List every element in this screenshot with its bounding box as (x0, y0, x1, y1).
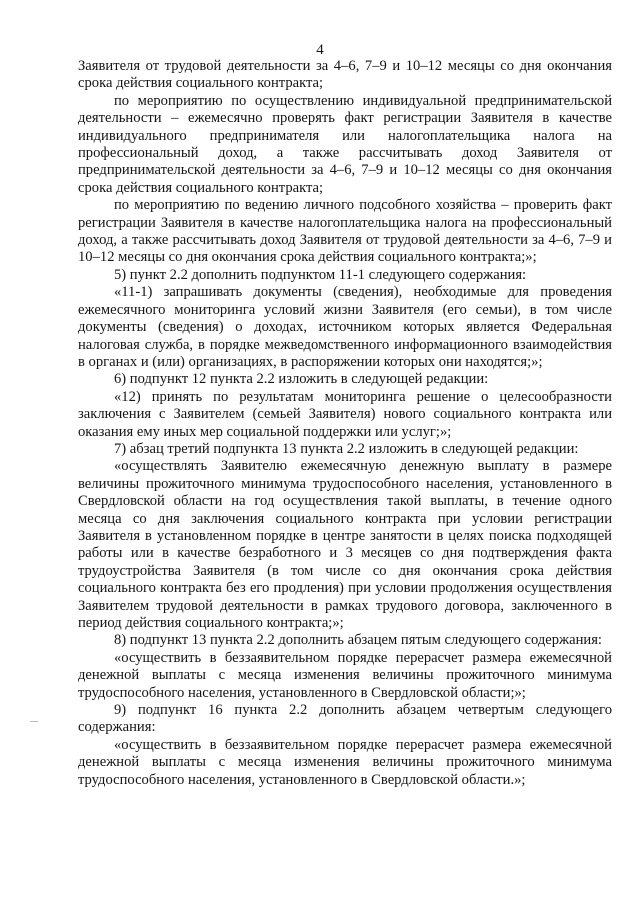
paragraph: Заявителя от трудовой деятельности за 4–6, 7–9 и 10–12 месяцы со дня окончания срока действия социального контракта; (78, 58, 612, 92)
paragraph: «11-1) запрашивать документы (сведения), необходимые для проведения ежемесячного мониторинга условий жизни Заявителя (его семьи), в том числе документы (сведения) о доходах, источником которых является Федеральная налоговая служба, в порядке межведомственного информационного взаимодействия в органах и (или) организациях, в распоряжении которых они находятся;»; (78, 284, 612, 370)
paragraph: 7) абзац третий подпункта 13 пункта 2.2 изложить в следующей редакции: (114, 440, 579, 457)
paragraph: «12) принять по результатам мониторинга решение о целесообразности заключения с Заявителем (семьей Заявителя) нового социального контракта или оказания ему иных мер социальной поддержки или услуг;»; (78, 388, 612, 440)
paragraph: 5) пункт 2.2 дополнить подпунктом 11-1 следующего содержания: (114, 266, 527, 283)
paragraph: 8) подпункт 13 пункта 2.2 дополнить абзацем пятым следующего содержания: (114, 632, 602, 649)
paragraph: по мероприятию по осуществлению индивидуальной предпринимательской деятельности – ежемесячно проверять факт регистрации Заявителя в качестве индивидуального предпринимателя или налогоплательщика налога на профессиональный доход, а также рассчитывать доход Заявителя от предпринимательской деятельности за 4–6, 7–9 и 10–12 месяцы со дня окончания срока действия социального контракта; (78, 92, 612, 196)
page-number: 4 (316, 42, 324, 58)
paragraph: «осуществить в беззаявительном порядке перерасчет размера ежемесячной денежной выплаты с месяца изменения величины прожиточного минимума трудоспособного населения, установленного в Свердловской области.»; (78, 736, 612, 788)
paragraph: «осуществлять Заявителю ежемесячную денежную выплату в размере величины прожиточного минимума трудоспособного населения, установленного в Свердловской области на год осуществления такой выплаты, в течение одного месяца со дня заключения социального контракта при условии регистрации Заявителя в установленном порядке в центре занятости в целях поиска подходящей работы или в качестве безработного и 3 месяцев со дня подтверждения факта трудоустройства Заявителя (в том числе со дня окончания срока действия социального контракта без его продления) при условии продолжения осуществления Заявителем трудовой деятельности в рамках трудового договора, заключенного в период действия социального контракта;»; (78, 458, 612, 631)
paragraph: 9) подпункт 16 пункта 2.2 дополнить абзацем четвертым следующего содержания: (78, 702, 612, 736)
paragraph: по мероприятию по ведению личного подсобного хозяйства – проверить факт регистрации Заявителя в качестве налогоплательщика налога на профессиональный доход, а также рассчитывать доход Заявителя от трудовой деятельности за 4–6, 7–9 и 10–12 месяцы со дня окончания срока действия социального контракта;»; (78, 197, 612, 266)
paragraph: 6) подпункт 12 пункта 2.2 изложить в следующей редакции: (114, 371, 489, 388)
document-body (78, 58, 612, 789)
paragraph: «осуществить в беззаявительном порядке перерасчет размера ежемесячной денежной выплаты с месяца изменения величины прожиточного минимума трудоспособного населения, установленного в Свердловской области;»; (78, 649, 612, 701)
scan-artifact (30, 721, 38, 722)
